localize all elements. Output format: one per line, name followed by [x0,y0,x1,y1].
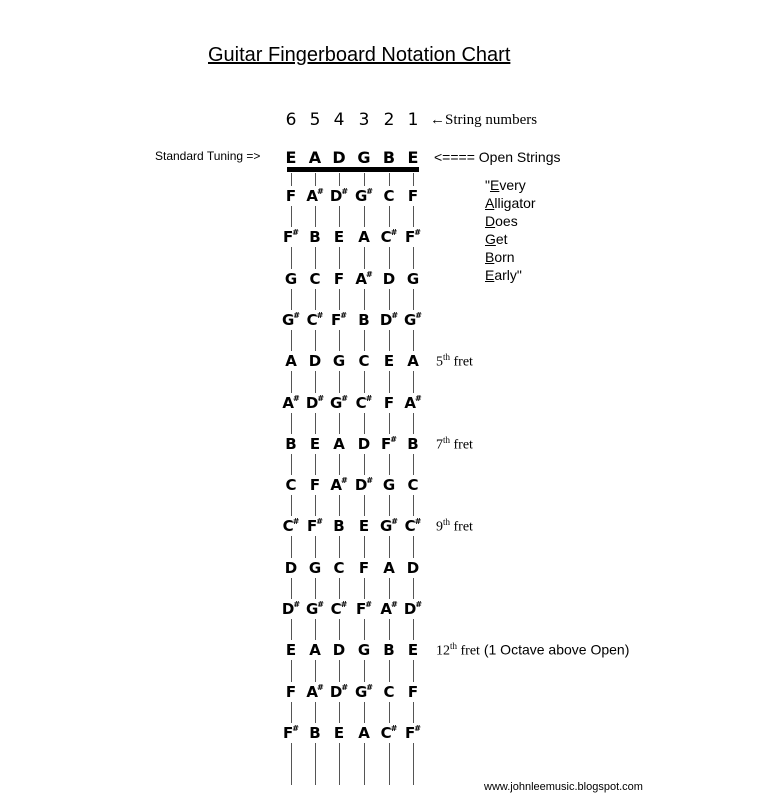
note: E [303,434,327,454]
note: A [308,148,322,167]
note: B [279,434,303,454]
note: C [352,351,376,371]
note: F [377,393,401,413]
fret-marker: 12th fret (1 Octave above Open) [436,641,630,659]
note: G [279,269,303,289]
note: E [352,516,376,536]
fret-marker: 9th fret [436,517,473,535]
note: C# [352,393,376,413]
note: F [352,558,376,578]
note: D# [279,599,303,619]
note: A [401,351,425,371]
note: F [279,682,303,702]
note: F [303,475,327,495]
note: E [285,148,297,167]
note: G# [327,393,351,413]
note: G [377,475,401,495]
string-number: 1 [407,110,419,130]
note: C [377,186,401,206]
fret-marker: 7th fret [436,435,473,453]
website-footer: www.johnleemusic.blogspot.com [484,781,643,793]
note: D# [401,599,425,619]
note: G# [352,186,376,206]
note: A# [352,269,376,289]
note: E [377,351,401,371]
string-number: 6 [285,110,297,130]
note: F [401,682,425,702]
note: A [327,434,351,454]
note: F# [279,723,303,743]
mnemonic-line: Early" [485,267,522,283]
note: A [352,227,376,247]
note: A# [377,599,401,619]
note: A# [327,475,351,495]
note: F [279,186,303,206]
note: C [377,682,401,702]
note: A [377,558,401,578]
note: C [279,475,303,495]
note: B [401,434,425,454]
note: E [401,640,425,660]
string-number: 5 [309,110,321,130]
note: D# [377,310,401,330]
note: D [401,558,425,578]
note: F# [279,227,303,247]
note: A# [303,682,327,702]
note: G [401,269,425,289]
note: G [303,558,327,578]
fret-marker: 5th fret [436,352,473,370]
note: C [303,269,327,289]
note: C# [377,227,401,247]
note: B [327,516,351,536]
note: B [377,640,401,660]
note: A# [279,393,303,413]
mnemonic-line: Alligator [485,195,536,211]
mnemonic-line: "Every [485,177,526,193]
note: G# [401,310,425,330]
mnemonic-line: Get [485,231,508,247]
note: C# [401,516,425,536]
note: C# [303,310,327,330]
note: E [407,148,419,167]
note: D [327,640,351,660]
note: G# [352,682,376,702]
note: B [303,723,327,743]
note: D [303,351,327,371]
note: D# [327,186,351,206]
note: F [327,269,351,289]
note: F# [327,310,351,330]
note: D# [327,682,351,702]
note: F# [377,434,401,454]
note: A# [303,186,327,206]
note: C# [279,516,303,536]
note: F# [352,599,376,619]
tuning-mnemonic [485,176,536,284]
open-strings-label: <==== Open Strings [434,149,561,165]
note: D [377,269,401,289]
note: D [279,558,303,578]
mnemonic-line: Born [485,249,515,265]
note: A# [401,393,425,413]
note: C [401,475,425,495]
note: G# [377,516,401,536]
note: B [382,148,396,167]
note: D [352,434,376,454]
note: F# [401,723,425,743]
note: G [327,351,351,371]
standard-tuning-label: Standard Tuning => [155,149,261,163]
note: B [352,310,376,330]
note: B [303,227,327,247]
note: F# [401,227,425,247]
note: F# [303,516,327,536]
note: G# [279,310,303,330]
string-numbers-label: ←String numbers [430,112,538,128]
note: G [352,640,376,660]
string-number: 3 [358,110,370,130]
note: A [279,351,303,371]
note: A [303,640,327,660]
note: D# [303,393,327,413]
note: C# [327,599,351,619]
note: A [352,723,376,743]
note: C [327,558,351,578]
note: G# [303,599,327,619]
note: C# [377,723,401,743]
note: D# [352,475,376,495]
string-number: 4 [333,110,345,130]
note: F [401,186,425,206]
chart-title: Guitar Fingerboard Notation Chart [208,44,511,66]
note: D [332,148,346,167]
note: E [327,723,351,743]
string-number: 2 [383,110,395,130]
mnemonic-line: Does [485,213,518,229]
note: G [357,148,371,167]
note: E [327,227,351,247]
note: E [279,640,303,660]
